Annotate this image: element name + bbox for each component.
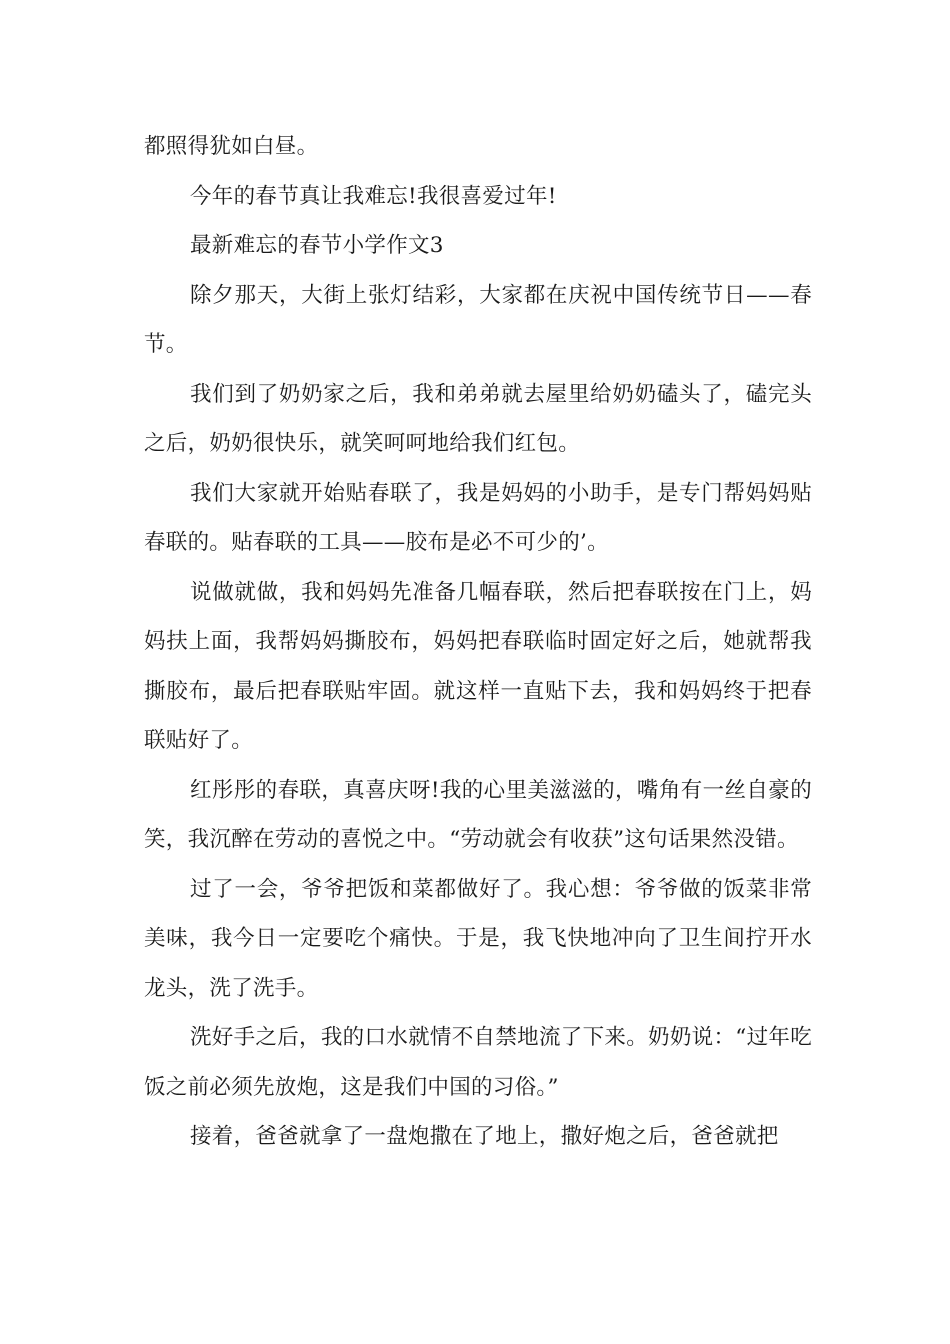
paragraph: 我们大家就开始贴春联了，我是妈妈的小助手，是专门帮妈妈贴春联的。贴春联的工具——胶布是必不可少的’。 xyxy=(144,480,812,555)
paragraph: 说做就做，我和妈妈先准备几幅春联，然后把春联按在门上，妈妈扶上面，我帮妈妈撕胶布，妈妈把春联临时固定好之后，她就帮我撕胶布，最后把春联贴牢固。就这样一直贴下去，我和妈妈终于把春联贴好了。 xyxy=(144,579,812,753)
paragraph: 过了一会，爷爷把饭和菜都做好了。我心想：爷爷做的饭菜非常美味，我今日一定要吃个痛快。于是，我飞快地冲向了卫生间拧开水龙头，洗了洗手。 xyxy=(144,876,812,1001)
paragraph: 接着，爸爸就拿了一盘炮撒在了地上，撒好炮之后，爸爸就把 xyxy=(190,1124,779,1149)
section-heading: 最新难忘的春节小学作文3 xyxy=(190,233,444,258)
paragraph: 红彤彤的春联，真喜庆呀!我的心里美滋滋的，嘴角有一丝自豪的笑，我沉醉在劳动的喜悦之中。“劳动就会有收获”这句话果然没错。 xyxy=(144,777,812,852)
document-body xyxy=(144,122,812,1162)
paragraph: 都照得犹如白昼。 xyxy=(144,134,319,159)
paragraph: 除夕那天，大街上张灯结彩，大家都在庆祝中国传统节日——春节。 xyxy=(144,282,812,357)
paragraph: 洗好手之后，我的口水就情不自禁地流了下来。奶奶说：“过年吃饭之前必须先放炮，这是我们中国的习俗。” xyxy=(144,1025,812,1100)
paragraph: 我们到了奶奶家之后，我和弟弟就去屋里给奶奶磕头了，磕完头之后，奶奶很快乐，就笑呵呵地给我们红包。 xyxy=(144,381,812,456)
paragraph: 今年的春节真让我难忘!我很喜爱过年! xyxy=(190,183,557,209)
